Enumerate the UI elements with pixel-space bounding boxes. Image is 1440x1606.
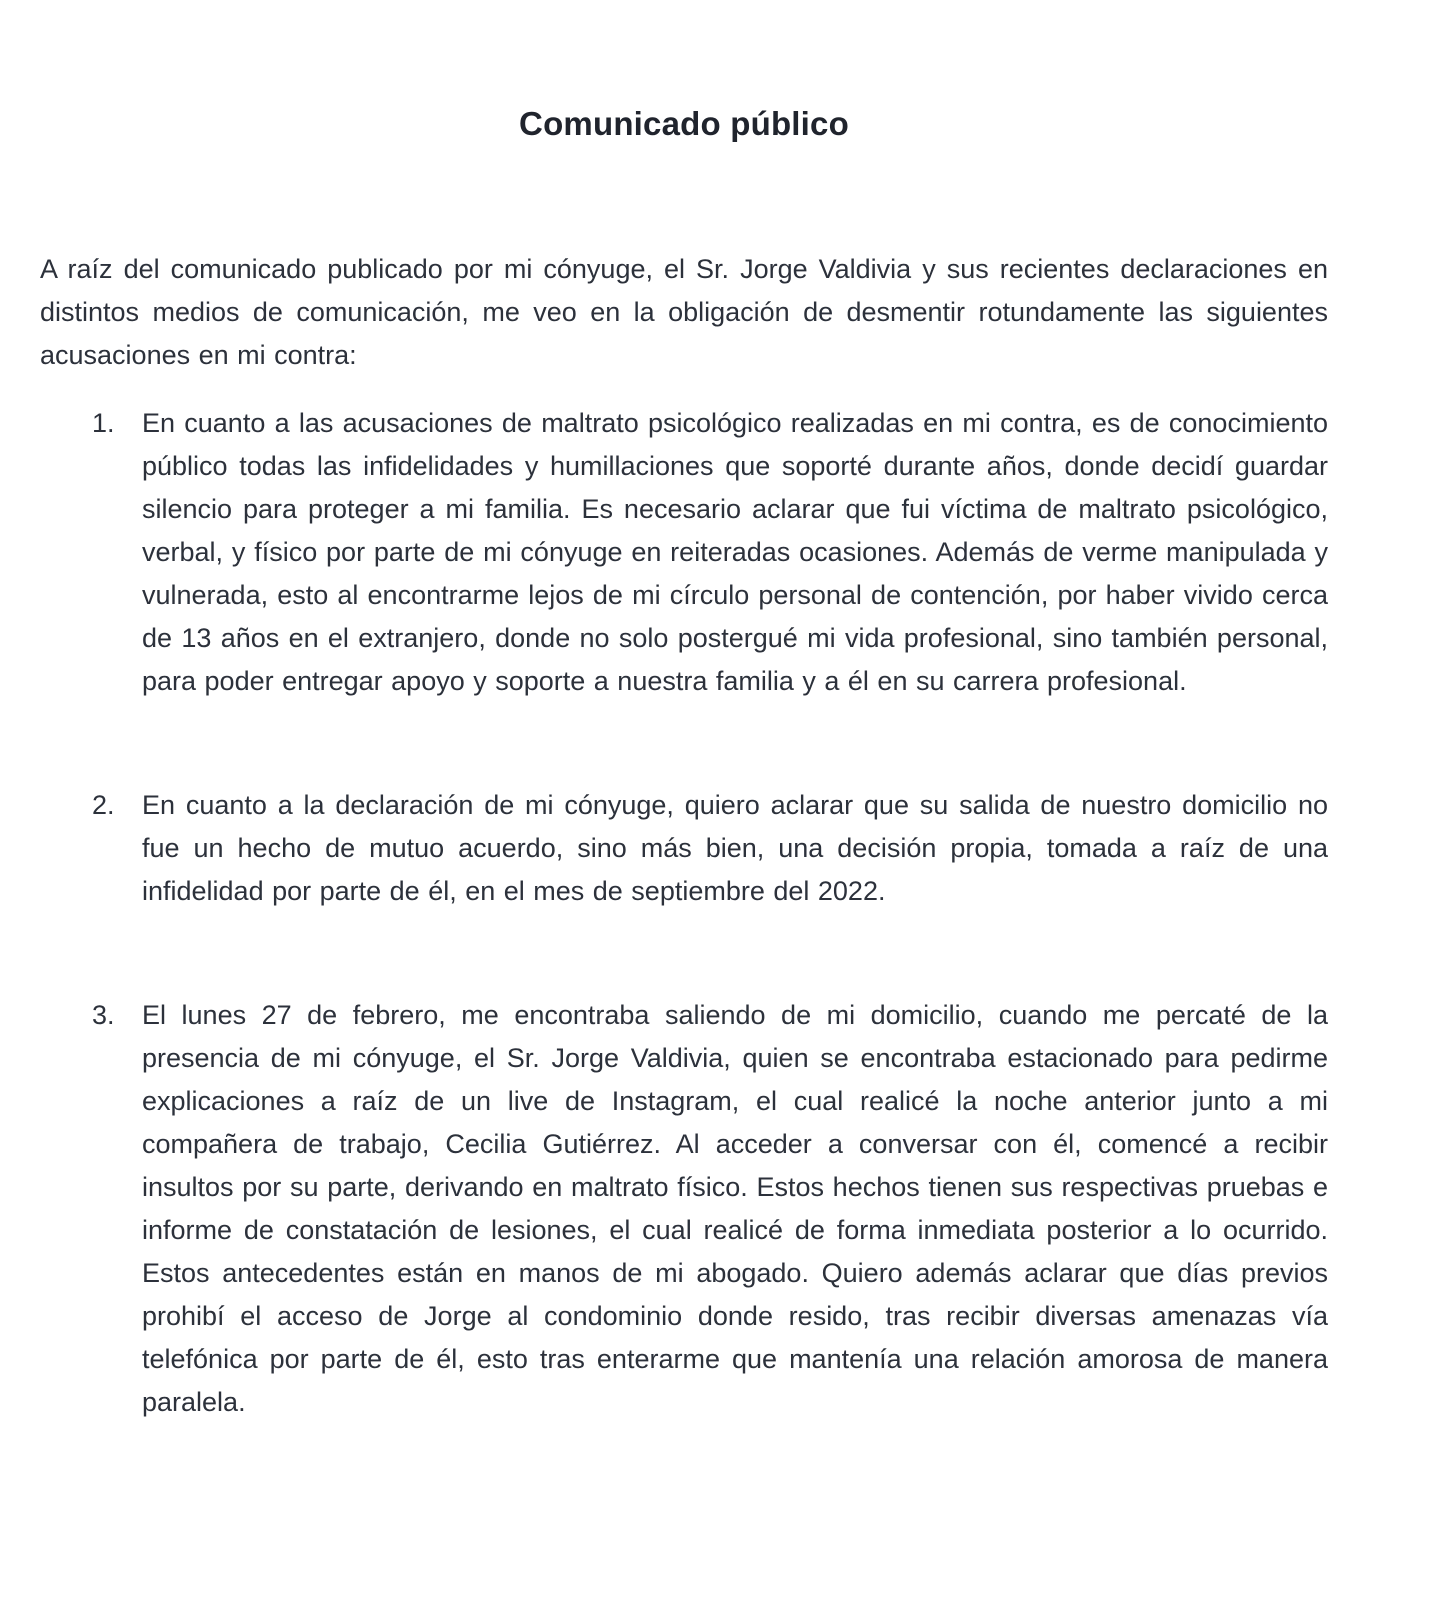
list-item <box>40 994 1328 1424</box>
list-item-number: 3. <box>92 1000 115 1030</box>
list-item-text: En cuanto a la declaración de mi cónyuge, quiero aclarar que su salida de nuestro domicilio no fue un hecho de mutuo acuerdo, sino más bien, una decisión propia, tomada a raíz de una infidelidad por parte de él, en el mes de septiembre del 2022. <box>142 790 1328 906</box>
list-item-text: En cuanto a las acusaciones de maltrato psicológico realizadas en mi contra, es de conocimiento público todas las infidelidades y humillaciones que soporté durante años, donde decidí guardar silencio para proteger a mi familia. Es necesario aclarar que fui víctima de maltrato psicológico, verbal, y físico por parte de mi cónyuge en reiteradas ocasiones. Además de verme manipulada y vulnerada, esto al encontrarme lejos de mi círculo personal de contención, por haber vivido cerca de 13 años en el extranjero, donde no solo postergué mi vida profesional, sino también personal, para poder entregar apoyo y soporte a nuestra familia y a él en su carrera profesional. <box>142 408 1328 696</box>
document-title: Comunicado público <box>519 105 849 142</box>
list-item <box>40 784 1328 913</box>
list-item <box>40 402 1328 703</box>
list-item-number: 2. <box>92 790 115 820</box>
intro-paragraph: A raíz del comunicado publicado por mi cónyuge, el Sr. Jorge Valdivia y sus recientes declaraciones en distintos medios de comunicación, me veo en la obligación de desmentir rotundamente las siguientes acusaciones en mi contra: <box>40 254 1328 370</box>
numbered-list <box>40 402 1328 1424</box>
list-item-text: El lunes 27 de febrero, me encontraba saliendo de mi domicilio, cuando me percaté de la presencia de mi cónyuge, el Sr. Jorge Valdivia, quien se encontraba estacionado para pedirme explicaciones a raíz de un live de Instagram, el cual realicé la noche anterior junto a mi compañera de trabajo, Cecilia Gutiérrez. Al acceder a conversar con él, comencé a recibir insultos por su parte, derivando en maltrato físico. Estos hechos tienen sus respectivas pruebas e informe de constatación de lesiones, el cual realicé de forma inmediata posterior a lo ocurrido. Estos antecedentes están en manos de mi abogado. Quiero además aclarar que días previos prohibí el acceso de Jorge al condominio donde resido, tras recibir diversas amenazas vía telefónica por parte de él, esto tras enterarme que mantenía una relación amorosa de manera paralela. <box>142 1000 1328 1417</box>
list-item-number: 1. <box>92 408 115 438</box>
